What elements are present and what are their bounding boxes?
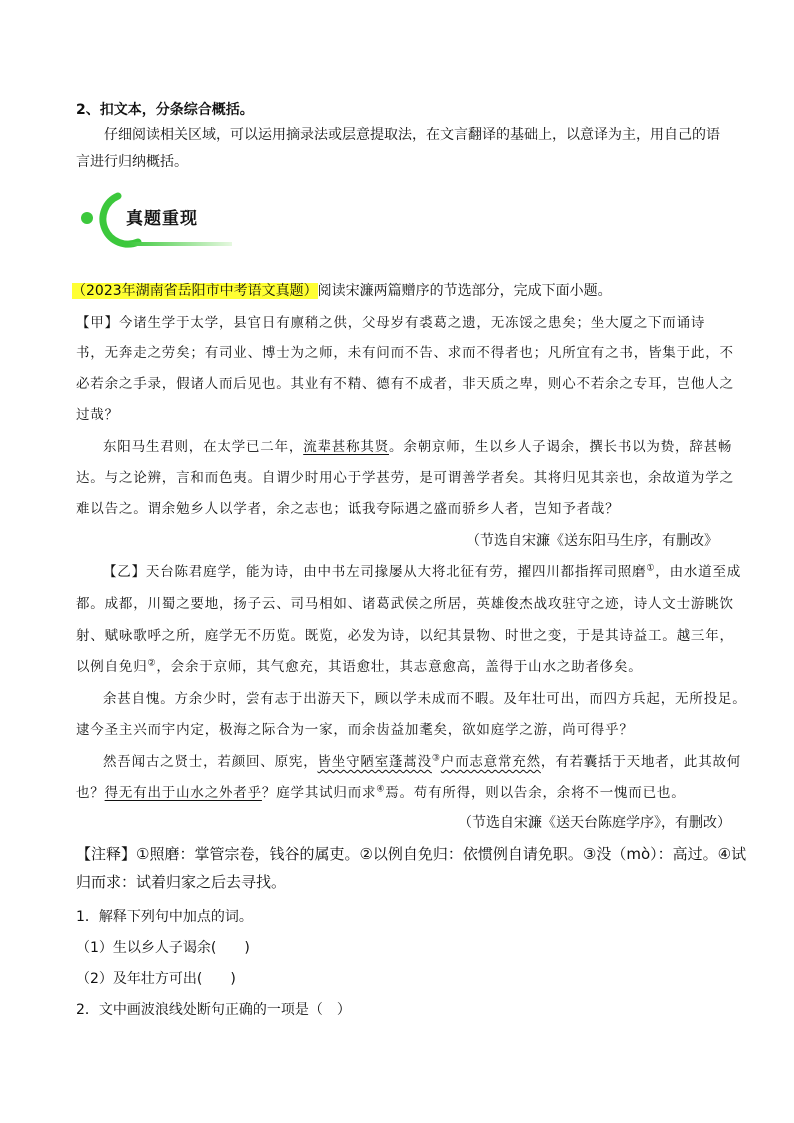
note-marker-4: ④ — [376, 784, 386, 795]
method-heading: 2、扣文本，分条综合概括。 — [76, 102, 254, 118]
yi-p1-line4-b: ，会余于京师，其气愈充，其语愈壮，其志意愈高，盖得于山水之助者侈矣。 — [156, 659, 643, 675]
yi-p1-line1-a: 【乙】天台陈君庭学，能为诗，由中书左司掾屡从大将北征有劳，擢四川都指挥司照磨 — [103, 564, 647, 580]
exam-line — [72, 280, 612, 300]
method-body-line2: 言进行归纳概括。 — [76, 154, 188, 170]
yi-p1-line3: 射、赋咏歌呼之所，庭学无不历览。既览，必发为诗，以纪其景物、时世之变，于是其诗益工。越三年， — [76, 628, 734, 644]
yi-p3-line2-c: 焉。苟有所得，则以告余，余将不一愧而已也。 — [385, 785, 686, 801]
yi-p3-line1 — [103, 750, 741, 770]
notes-line1: 【注释】①照磨：掌管宗卷，钱谷的属吏。②以例自免归：依惯例自请免职。③没（mò）：高过。④试 — [76, 845, 747, 863]
question-1-item-2: （2）及年壮方可出( ) — [76, 971, 236, 987]
yi-p2-line2: 逮今圣主兴而宇内定，极海之际合为一家，而余齿益加耄矣，欲如庭学之游，尚可得乎？ — [76, 722, 634, 738]
jia-p1-line3: 必若余之手录，假诸人而后见也。其业有不精、德有不成者，非天质之卑，则心不若余之专耳，岂他人之 — [76, 376, 734, 392]
note-marker-3: ③ — [431, 753, 441, 764]
question-1: 1．解释下列句中加点的词。 — [76, 909, 253, 925]
section-banner — [78, 190, 238, 252]
yi-p3-line2 — [76, 781, 686, 801]
note-marker-2: ② — [147, 658, 157, 669]
wavy-sentence-a: 皆坐守陋室蓬蒿没 — [317, 754, 432, 770]
jia-p2-line1 — [103, 435, 732, 455]
jia-source: （节选自宋濂《送东阳马生序，有删改》 — [466, 533, 718, 549]
jia-p2-line3: 难以告之。谓余勉乡人以学者，余之志也；诋我夸际遇之盛而骄乡人者，岂知予者哉？ — [76, 501, 620, 517]
yi-p3-line2-a: 也？ — [76, 785, 105, 801]
underlined-sentence: 流辈甚称其贤 — [303, 439, 390, 455]
yi-p1-line1-b: ，由水道至成 — [655, 564, 742, 580]
jia-p2-line2: 达。与之论辨，言和而色夷。自谓少时用心于学甚劳，是可谓善学者矣。其将归见其亲也，余故道为学之 — [76, 470, 734, 486]
question-2: 2．文中画波浪线处断句正确的一项是（ ） — [76, 1002, 351, 1018]
wavy-sentence-b: 户而志意常充然 — [440, 754, 541, 770]
exam-instruction: 阅读宋濂两篇赠序的节选部分，完成下面小题。 — [317, 283, 612, 299]
yi-p1-line2: 都。成都，川蜀之要地，扬子云、司马相如、诸葛武侯之所居，英雄俊杰战攻驻守之迹，诗人文士游眺饮 — [76, 596, 734, 612]
yi-source: （节选自宋濂《送天台陈庭学序》，有删改） — [458, 815, 731, 831]
yi-p3-line1-b: ，有若囊括于天地者，此其故何 — [540, 754, 742, 770]
notes-line2: 归而求：试着归家之后去寻找。 — [76, 873, 287, 891]
jia-p1-line4: 过哉？ — [76, 407, 119, 423]
note-marker-1: ① — [646, 563, 656, 574]
underlined-question: 得无有出于山水之外者乎 — [104, 785, 262, 801]
jia-p1-line1: 【甲】今诸生学于太学，县官日有廪稍之供，父母岁有裘葛之遗，无冻馁之患矣；坐大厦之下而诵诗 — [76, 315, 706, 331]
yi-p2-line1: 余甚自愧。方余少时，尝有志于出游天下，顾以学未成而不暇。及年壮可出，而四方兵起，无所投足。 — [103, 691, 747, 707]
jia-p2-line1-b: 。余朝京师，生以乡人子谒余，撰长书以为贽，辞甚畅 — [389, 439, 733, 455]
yi-p1-line4-a: 以例自免归 — [76, 659, 148, 675]
yi-p3-line1-a: 然吾闻古之贤士，若颜回、原宪， — [103, 754, 318, 770]
yi-p3-line2-b: ？庭学其试归而求 — [261, 785, 377, 801]
exam-source: （2023年湖南省岳阳市中考语文真题） — [72, 283, 318, 299]
method-body-line1: 仔细阅读相关区域，可以运用摘录法或层意提取法，在文言翻译的基础上，以意译为主，用自己的语 — [104, 127, 720, 143]
jia-p1-line2: 书，无奔走之劳矣；有司业、博士为之师，未有问而不告、求而不得者也；凡所宜有之书，皆集于此，不 — [76, 345, 734, 361]
question-1-item-1: （1）生以乡人子谒余( ) — [76, 940, 250, 956]
yi-p1-line1 — [103, 560, 741, 580]
yi-p1-line4 — [76, 655, 643, 675]
jia-p2-line1-a: 东阳马生君则，在太学已二年， — [103, 439, 304, 455]
banner-title: 真题重现 — [126, 209, 198, 229]
